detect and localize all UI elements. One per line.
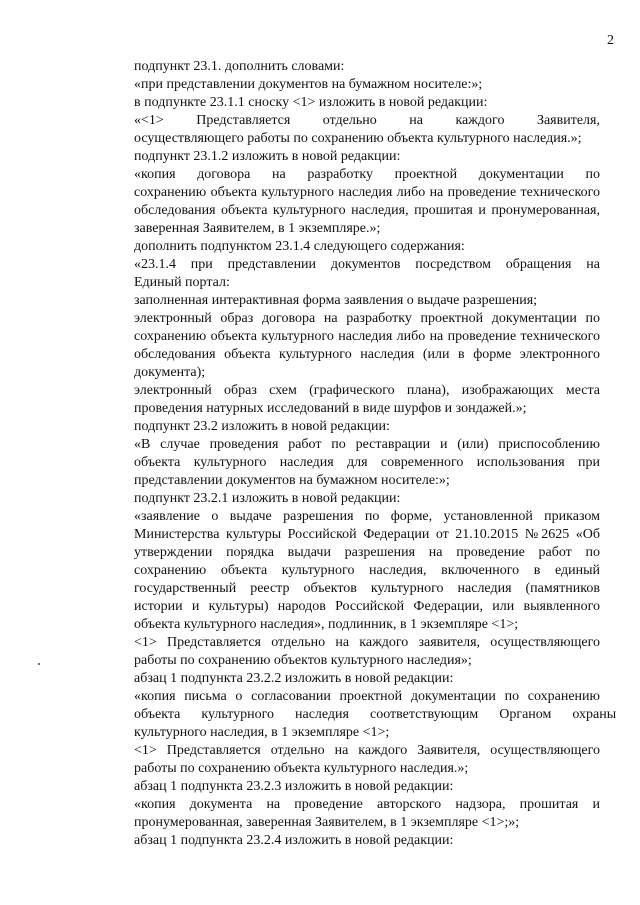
text-line: электронный образ договора на разработку проектной документации по <box>134 311 600 326</box>
paragraph <box>96 670 600 688</box>
text-line: «заявление о выдаче разрешения по форме, установленной приказом <box>134 509 600 524</box>
paragraph <box>96 490 600 508</box>
text-line: «23.1.4 при представлении документов посредством обращения на <box>134 257 600 272</box>
text-line: абзац 1 подпункта 23.2.2 изложить в новой редакции: <box>134 671 454 686</box>
text-line: сохранению объекта культурного наследия либо на проведение технического <box>134 185 600 200</box>
text-line: заполненная интерактивная форма заявления о выдаче разрешения; <box>134 293 538 308</box>
paragraph <box>96 112 600 148</box>
text-line: «копия письма о согласовании проектной документации по сохранению <box>134 689 600 704</box>
scan-artifact-dot <box>38 663 40 665</box>
text-line: подпункт 23.2 изложить в новой редакции: <box>134 419 390 434</box>
text-line: «В случае проведения работ по реставрации и (или) приспособлению <box>134 437 600 452</box>
text-line: обследования объекта культурного наследия (или в форме электронного <box>134 347 600 362</box>
paragraph <box>96 310 600 382</box>
text-line: представлении документов на бумажном носителе:»; <box>134 473 450 488</box>
paragraph <box>96 76 600 94</box>
text-line: объекта культурного наследия», подлинник, в 1 экземпляре <1>; <box>134 617 519 632</box>
paragraph <box>96 796 600 832</box>
text-line: «копия документа на проведение авторского надзора, прошитая и <box>134 797 600 812</box>
text-line: сохранению объекта культурного наследия, включенного в единый <box>134 563 600 578</box>
text-line: абзац 1 подпункта 23.2.4 изложить в новой редакции: <box>134 833 454 848</box>
text-line: подпункт 23.1.2 изложить в новой редакции: <box>134 149 401 164</box>
paragraph <box>96 256 600 292</box>
paragraph <box>96 148 600 166</box>
paragraph <box>96 58 600 76</box>
paragraph <box>96 94 600 112</box>
paragraph <box>96 508 600 634</box>
paragraph <box>96 382 600 418</box>
text-line: «при представлении документов на бумажном носителе:»; <box>134 77 483 92</box>
paragraph <box>96 166 600 238</box>
text-line: <1> Представляется отдельно на каждого Заявителя, осуществляющего <box>134 743 600 758</box>
text-line: электронный образ схем (графического плана), изображающих места <box>134 383 600 398</box>
page-number: 2 <box>607 33 614 48</box>
text-line: заверенная Заявителем, в 1 экземпляре.»; <box>134 221 381 236</box>
text-line: абзац 1 подпункта 23.2.3 изложить в новой редакции: <box>134 779 454 794</box>
text-line: работы по сохранению объекта культурного наследия.»; <box>134 761 469 776</box>
text-line: документа); <box>134 365 206 380</box>
paragraph <box>96 832 600 850</box>
paragraph <box>96 436 600 490</box>
text-line: подпункт 23.2.1 изложить в новой редакции: <box>134 491 401 506</box>
text-line: Министерства культуры Российской Федерации от 21.10.2015 №2625 «Об <box>134 527 600 542</box>
paragraph <box>96 238 600 256</box>
text-line: государственный реестр объектов культурного наследия (памятников <box>134 581 600 596</box>
text-line: в подпункте 23.1.1 сноску <1> изложить в новой редакции: <box>134 95 488 110</box>
document-body <box>96 58 617 850</box>
text-line: объекта культурного наследия соответствующим Органом охраны <box>134 707 617 722</box>
text-line: Единый портал: <box>134 275 230 290</box>
paragraph <box>96 742 600 778</box>
text-line: проведения натурных исследований в виде шурфов и зондажей.»; <box>134 401 527 416</box>
text-line: культурного наследия, в 1 экземпляре <1>; <box>134 725 390 740</box>
text-line: обследования объекта культурного наследия, прошитая и пронумерованная, <box>134 203 600 218</box>
text-line: истории и культуры) народов Российской Федерации, или выявленного <box>134 599 600 614</box>
paragraph <box>96 778 600 796</box>
text-line: «копия договора на разработку проектной документации по <box>134 167 600 182</box>
text-line: утверждении порядка выдачи разрешения на проведение работ по <box>134 545 600 560</box>
text-line: дополнить подпунктом 23.1.4 следующего содержания: <box>134 239 465 254</box>
text-line: подпункт 23.1. дополнить словами: <box>134 59 345 74</box>
paragraph <box>96 688 617 742</box>
text-line: «<1> Представляется отдельно на каждого Заявителя, <box>134 113 600 128</box>
text-line: сохранению объекта культурного наследия либо на проведение технического <box>134 329 600 344</box>
text-line: пронумерованная, заверенная Заявителем, в 1 экземпляре <1>;»; <box>134 815 520 830</box>
text-line: работы по сохранению объектов культурного наследия»; <box>134 653 472 668</box>
text-line: <1> Представляется отдельно на каждого заявителя, осуществляющего <box>134 635 600 650</box>
text-line: объекта культурного наследия для современного использования при <box>134 455 600 470</box>
paragraph <box>96 292 600 310</box>
text-line: осуществляющего работы по сохранению объекта культурного наследия.»; <box>134 131 582 146</box>
paragraph <box>96 634 600 670</box>
paragraph <box>96 418 600 436</box>
